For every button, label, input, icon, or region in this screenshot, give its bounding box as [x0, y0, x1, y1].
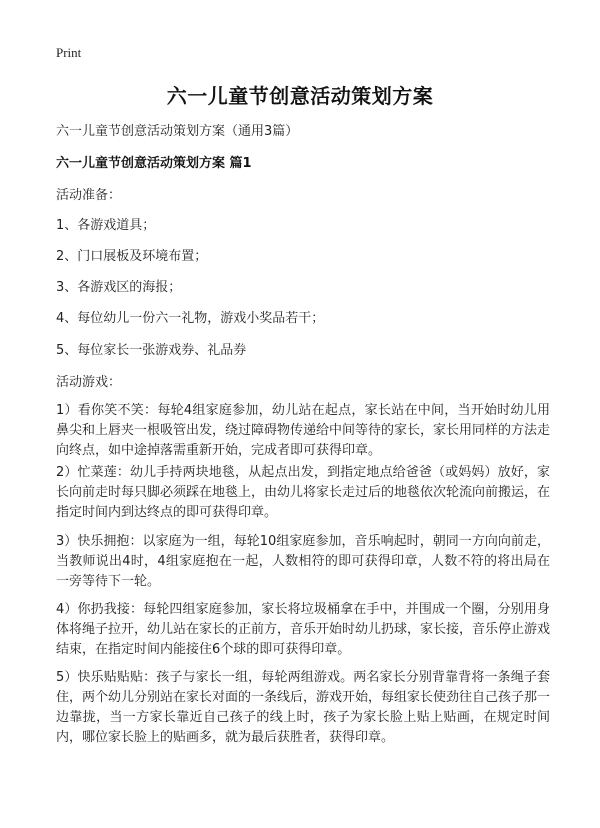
- game-paragraph: 1）看你笑不笑：每轮4组家庭参加，幼儿站在起点，家长站在中间，当开始时幼儿用鼻尖和上唇夹一根吸管出发，绕过障碍物传递给中间等待的家长，家长用同样的方法走向终点，如中途掉落需重新开始，完成者即可获得印章。: [56, 403, 551, 458]
- prep-item: 1、各游戏道具；: [56, 218, 156, 233]
- game-paragraph: 2）忙菜莲：幼儿手持两块地毯，从起点出发，到指定地点给爸爸（或妈妈）放好，家长向前走时每只脚必须踩在地毯上，由幼儿将家长走过后的地毯依次轮流向前搬运，在指定时间内到达终点的即可获得印章。: [56, 465, 551, 520]
- prep-item: 2、门口展板及环境布置；: [56, 249, 208, 264]
- prep-heading: 活动准备：: [56, 188, 122, 203]
- game-paragraph: 3）快乐拥抱：以家庭为一组，每轮10组家庭参加，音乐响起时，朝同一方向向前走，当教师说出4时，4组家庭抱在一起，人数相符的即可获得印章，人数不符的将出局在一旁等待下一轮。: [56, 534, 550, 589]
- print-link[interactable]: Print: [56, 45, 82, 60]
- games-heading: 活动游戏：: [56, 375, 122, 390]
- document-title: 六一儿童节创意活动策划方案: [166, 84, 434, 108]
- prep-item: 4、每位幼儿一份六一礼物，游戏小奖品若干；: [56, 311, 325, 326]
- prep-item: 5、每位家长一张游戏券、礼品券: [56, 343, 247, 358]
- document-subtitle: 六一儿童节创意活动策划方案（通用3篇）: [56, 124, 299, 139]
- section-heading: 六一儿童节创意活动策划方案 篇1: [56, 156, 252, 171]
- game-paragraph: 4）你扔我接：每轮四组家庭参加，家长将垃圾桶拿在手中，并围成一个圈，分别用身体将绳子拉开，幼儿站在家长的正前方，音乐开始时幼儿扔球，家长接，音乐停止游戏结束，在指定时间内能接住6个球的即可获得印章。: [56, 602, 551, 657]
- game-paragraph: 5）快乐贴贴贴：孩子与家长一组，每轮两组游戏。两名家长分别背靠背将一条绳子套住，两个幼儿分别站在家长对面的一条线后，游戏开始，每组家长使劲往自己孩子那一边靠拢，当一方家长靠近自己孩子的线上时，孩子为家长脸上贴上贴画，在规定时间内，哪位家长脸上的贴画多，就为最后获胜者，获得印章。: [56, 670, 551, 745]
- prep-item: 3、各游戏区的海报；: [56, 280, 182, 295]
